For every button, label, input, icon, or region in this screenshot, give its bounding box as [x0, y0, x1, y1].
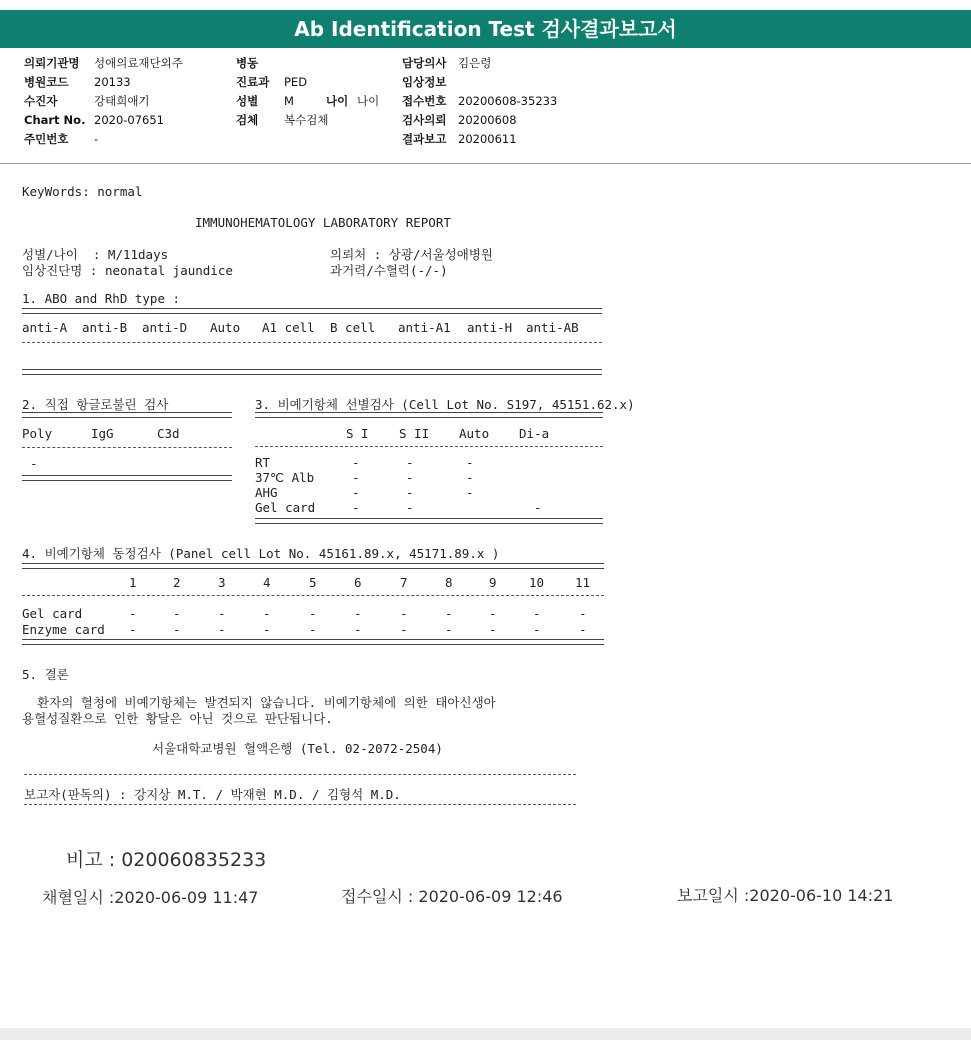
screen-row-label: 37℃ Alb	[255, 470, 315, 485]
screen-row-value: -	[406, 455, 414, 470]
screen-row-value: -	[352, 500, 360, 515]
value-report-date: 20200611	[458, 132, 517, 146]
screen-col-header: Auto	[459, 426, 490, 441]
value-department: PED	[284, 75, 308, 89]
screen-col-header: Di-a	[519, 426, 550, 441]
panel-col-header: 3	[218, 575, 226, 590]
panel-row-value: -	[309, 606, 317, 621]
panel-col-header: 8	[445, 575, 453, 590]
label-department: 진료과	[236, 75, 270, 89]
label-age: 나이	[326, 94, 349, 108]
panel-row-label: Gel card	[22, 606, 83, 621]
panel-col-header: 1	[129, 575, 137, 590]
abo-col-header: anti-A1	[398, 320, 451, 335]
panel-col-header: 5	[309, 575, 317, 590]
panel-col-header: 11	[575, 575, 591, 590]
label-doctor: 담당의사	[402, 56, 447, 70]
panel-row-value: -	[354, 622, 362, 637]
label-ward: 병동	[236, 56, 259, 70]
abo-col-header: anti-H	[467, 320, 513, 335]
panel-row-value: -	[489, 622, 497, 637]
screen-col-header: S II	[399, 426, 430, 441]
abo-col-header: A1 cell	[262, 320, 315, 335]
label-report-date: 결과보고	[402, 132, 447, 146]
abo-col-header: Auto	[210, 320, 241, 335]
remark: 비고 : 020060835233	[66, 849, 267, 871]
panel-col-header: 7	[400, 575, 408, 590]
draw-datetime: 채혈일시 :2020-06-09 11:47	[42, 888, 259, 907]
value-patient: 강태희애기	[94, 94, 150, 108]
screen-row-value: -	[352, 455, 360, 470]
screen-row-value: -	[406, 470, 414, 485]
screen-row-label: AHG	[255, 485, 278, 500]
panel-row-value: -	[354, 606, 362, 621]
dat-col-poly: Poly	[22, 426, 53, 441]
header-col-1	[24, 54, 183, 149]
header-divider	[0, 163, 971, 164]
value-receipt-no: 20200608-35233	[458, 94, 558, 108]
section-3-title: 3. 비예기항체 선별검사 (Cell Lot No. S197, 45151.62.x)	[255, 397, 635, 412]
value-chart-no: 2020-07651	[94, 113, 164, 127]
dat-col-c3d: C3d	[157, 426, 180, 441]
dat-col-igg: IgG	[91, 426, 114, 441]
double-rule	[255, 412, 603, 418]
screen-row-value: -	[466, 455, 474, 470]
conclusion-line-2: 용혈성질환으로 인한 황달은 아닌 것으로 판단됩니다.	[22, 711, 333, 726]
panel-row-value: -	[533, 606, 541, 621]
value-hospital-code: 20133	[94, 75, 131, 89]
section-5-title: 5. 결론	[22, 667, 69, 682]
dat-result: -	[30, 456, 38, 471]
label-sex: 성별	[236, 94, 259, 108]
value-age: 나이	[357, 94, 380, 108]
value-sex: M	[284, 94, 294, 108]
received-datetime: 접수일시 : 2020-06-09 12:46	[341, 887, 563, 906]
panel-col-header: 9	[489, 575, 497, 590]
blood-bank-contact: 서울대학교병원 혈액은행 (Tel. 02-2072-2504)	[152, 741, 443, 756]
panel-row-value: -	[533, 622, 541, 637]
double-rule	[22, 639, 604, 645]
panel-row-value: -	[129, 622, 137, 637]
screen-row-value: -	[352, 485, 360, 500]
dashed-rule	[22, 595, 604, 596]
panel-row-value: -	[400, 622, 408, 637]
section-4-title: 4. 비예기항체 동정검사 (Panel cell Lot No. 45161.89.x, 45171.89.x )	[22, 546, 500, 561]
panel-row-value: -	[489, 606, 497, 621]
label-hospital-code: 병원코드	[24, 75, 69, 89]
double-rule	[22, 308, 602, 314]
header-col-3	[402, 54, 557, 149]
dashed-rule	[22, 342, 602, 343]
dashed-rule	[24, 804, 576, 805]
referrer: 의뢰처 : 상광/서울성애병원	[330, 247, 493, 262]
abo-col-header: anti-A	[22, 320, 68, 335]
panel-col-header: 10	[529, 575, 545, 590]
value-institution: 성애의료재단외주	[94, 56, 183, 70]
panel-col-header: 4	[263, 575, 271, 590]
screen-row-value: -	[406, 500, 414, 515]
double-rule	[22, 563, 604, 569]
screen-col-header: S I	[346, 426, 369, 441]
dashed-rule	[22, 447, 232, 448]
dashed-rule	[255, 446, 603, 447]
panel-col-header: 2	[173, 575, 181, 590]
double-rule	[22, 412, 232, 418]
conclusion-line-1: 환자의 혈청에 비예기항체는 발견되지 않습니다. 비예기항체에 의한 태아신생아	[22, 695, 496, 710]
screen-row-value: -	[534, 500, 542, 515]
panel-row-value: -	[579, 606, 587, 621]
label-request-date: 검사의뢰	[402, 113, 447, 127]
abo-col-header: anti-B	[82, 320, 128, 335]
screen-row-value: -	[352, 470, 360, 485]
label-clinical-info: 임상정보	[402, 75, 447, 89]
label-institution: 의뢰기관명	[24, 56, 80, 70]
value-resident-no: -	[94, 132, 99, 146]
header-col-2	[236, 54, 379, 130]
value-specimen: 복수검체	[284, 113, 329, 127]
panel-row-value: -	[309, 622, 317, 637]
label-receipt-no: 접수번호	[402, 94, 447, 108]
panel-col-header: 6	[354, 575, 362, 590]
double-rule	[255, 518, 603, 524]
screen-row-value: -	[466, 470, 474, 485]
panel-row-value: -	[400, 606, 408, 621]
label-chart-no: Chart No.	[24, 113, 86, 127]
panel-row-value: -	[445, 606, 453, 621]
section-2-title: 2. 직접 항글로불린 검사	[22, 397, 169, 412]
page-title: Ab Identification Test 검사결과보고서	[0, 10, 971, 48]
reported-datetime: 보고일시 :2020-06-10 14:21	[677, 886, 894, 905]
label-specimen: 검체	[236, 113, 259, 127]
screen-row-label: Gel card	[255, 500, 316, 515]
panel-row-value: -	[173, 622, 181, 637]
screen-row-value: -	[406, 485, 414, 500]
screen-row-value: -	[466, 485, 474, 500]
panel-row-value: -	[263, 606, 271, 621]
panel-row-value: -	[218, 622, 226, 637]
panel-row-value: -	[173, 606, 181, 621]
value-doctor: 김은령	[458, 56, 492, 70]
label-patient: 수진자	[24, 94, 58, 108]
panel-row-value: -	[263, 622, 271, 637]
panel-row-label: Enzyme card	[22, 622, 105, 637]
transfusion-history: 과거력/수혈력(-/-)	[330, 263, 448, 278]
report-heading: IMMUNOHEMATOLOGY LABORATORY REPORT	[195, 215, 451, 230]
abo-col-header: anti-AB	[526, 320, 579, 335]
diagnosis: 임상진단명 : neonatal jaundice	[22, 263, 233, 278]
screen-row-label: RT	[255, 455, 271, 470]
abo-col-header: B cell	[330, 320, 376, 335]
keywords: KeyWords: normal	[22, 184, 143, 199]
reporters: 보고자(판독의) : 강지상 M.T. / 박재현 M.D. / 김형석 M.D.	[24, 787, 401, 802]
panel-row-value: -	[218, 606, 226, 621]
panel-row-value: -	[129, 606, 137, 621]
panel-row-value: -	[579, 622, 587, 637]
section-1-title: 1. ABO and RhD type :	[22, 291, 181, 306]
panel-row-value: -	[445, 622, 453, 637]
dashed-rule	[24, 774, 576, 775]
value-request-date: 20200608	[458, 113, 517, 127]
double-rule	[22, 369, 602, 375]
abo-col-header: anti-D	[142, 320, 188, 335]
double-rule	[22, 475, 232, 481]
sex-age: 성별/나이 : M/11days	[22, 247, 169, 262]
label-resident-no: 주민번호	[24, 132, 69, 146]
